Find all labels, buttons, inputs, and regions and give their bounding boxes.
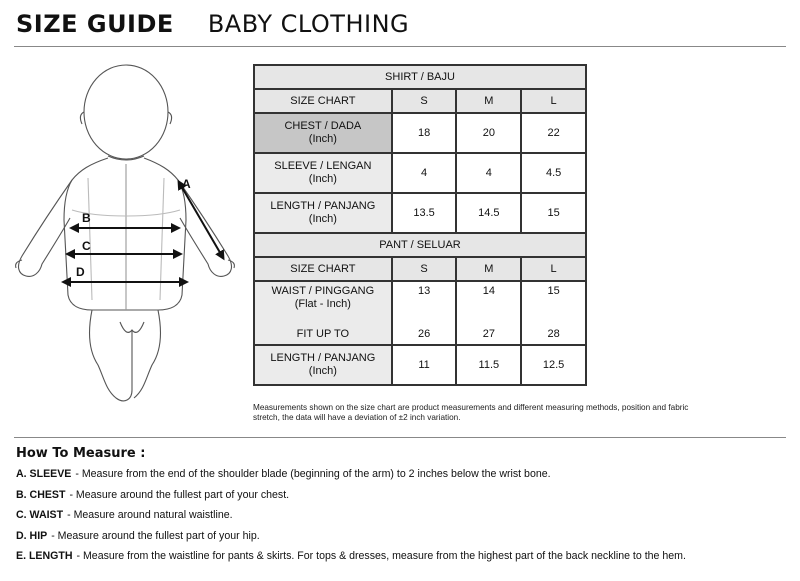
divider-top <box>14 46 786 47</box>
row-unit: (Inch) <box>308 173 337 185</box>
label-a: A <box>182 177 191 191</box>
table-cell: 4 <box>392 153 457 193</box>
table-row <box>254 113 586 153</box>
label-d: D <box>76 265 85 279</box>
shirt-chart-label: SIZE CHART <box>254 89 392 113</box>
table-cell: 11.5 <box>456 345 521 385</box>
measure-desc: - Measure around the fullest part of your chest. <box>69 488 290 501</box>
table-cell: 22 <box>521 113 586 153</box>
body-outline <box>64 158 186 310</box>
measure-key: D. HIP <box>16 529 48 542</box>
row-name: CHEST / DADA <box>284 120 362 132</box>
measure-desc: - Measure from the end of the shoulder blade (beginning of the arm) to 2 inches below the wrist bone. <box>75 468 551 480</box>
measure-key: C. WAIST <box>16 509 64 521</box>
measure-desc: - Measure around natural waistline. <box>67 509 233 521</box>
row-unit: (Inch) <box>308 213 337 225</box>
how-to-measure-title: How To Measure : <box>16 446 146 461</box>
table-cell: 13 26 <box>392 281 457 345</box>
table-cell: 14 27 <box>456 281 521 345</box>
row-name: FIT UP TO <box>296 328 350 340</box>
baby-measurement-diagram <box>8 60 248 415</box>
table-cell: 20 <box>456 113 521 153</box>
table-row <box>254 193 586 233</box>
table-row <box>254 345 586 385</box>
how-to-measure-list <box>16 468 796 571</box>
row-unit: (Flat - Inch) <box>294 298 351 310</box>
shirt-size-l: L <box>521 89 586 113</box>
row-name: LENGTH / PANJANG <box>270 352 376 364</box>
shirt-section-title: SHIRT / BAJU <box>254 65 586 89</box>
list-item <box>16 509 796 530</box>
measure-key: A. SLEEVE <box>16 468 72 480</box>
row-label <box>254 193 392 233</box>
list-item <box>16 530 796 551</box>
list-item <box>16 489 796 510</box>
row-label <box>254 281 392 345</box>
shirt-size-s: S <box>392 89 457 113</box>
row-label <box>254 345 392 385</box>
page-title: SIZE GUIDE <box>16 10 174 38</box>
pant-section-row <box>254 233 586 257</box>
pant-header-row <box>254 257 586 281</box>
pant-size-s: S <box>392 257 457 281</box>
row-name: WAIST / PINGGANG <box>271 285 375 297</box>
row-unit: (Inch) <box>308 365 337 377</box>
label-c: C <box>82 239 91 253</box>
table-cell: 11 <box>392 345 457 385</box>
table-cell: 4.5 <box>521 153 586 193</box>
shirt-header-row <box>254 89 586 113</box>
measurement-note: Measurements shown on the size chart are product measurements and different measuring methods, position and fabric stretch, the data will have a deviation of ±2 inch variation. <box>253 403 689 422</box>
pant-size-m: M <box>456 257 521 281</box>
row-name: SLEEVE / LENGAN <box>274 160 372 172</box>
measure-desc: - Measure around the fullest part of your hip. <box>51 529 260 542</box>
row-name: LENGTH / PANJANG <box>270 200 376 212</box>
table-cell: 13.5 <box>392 193 457 233</box>
table-cell: 15 <box>521 193 586 233</box>
measure-desc: - Measure from the waistline for pants & skirts. For tops & dresses, measure from the highest part of the back neckline to the hem. <box>76 550 686 562</box>
divider-middle <box>14 437 786 438</box>
size-chart-table <box>253 64 587 386</box>
row-label <box>254 113 392 153</box>
pant-section-title: PANT / SELUAR <box>254 233 586 257</box>
table-cell: 4 <box>456 153 521 193</box>
row-label <box>254 153 392 193</box>
head-outline <box>84 65 168 159</box>
list-item <box>16 550 796 571</box>
pant-size-l: L <box>521 257 586 281</box>
row-unit: (Inch) <box>308 133 337 145</box>
measure-key: B. CHEST <box>16 488 66 501</box>
page-header <box>16 10 409 42</box>
page-subtitle: BABY CLOTHING <box>207 10 410 38</box>
list-item <box>16 468 796 489</box>
shirt-size-m: M <box>456 89 521 113</box>
pant-chart-label: SIZE CHART <box>254 257 392 281</box>
table-cell: 15 28 <box>521 281 586 345</box>
table-cell: 18 <box>392 113 457 153</box>
shirt-section-row <box>254 65 586 89</box>
measure-key: E. LENGTH <box>16 550 73 562</box>
table-row <box>254 281 586 345</box>
table-row <box>254 153 586 193</box>
label-b: B <box>82 211 91 225</box>
table-cell: 14.5 <box>456 193 521 233</box>
table-cell: 12.5 <box>521 345 586 385</box>
